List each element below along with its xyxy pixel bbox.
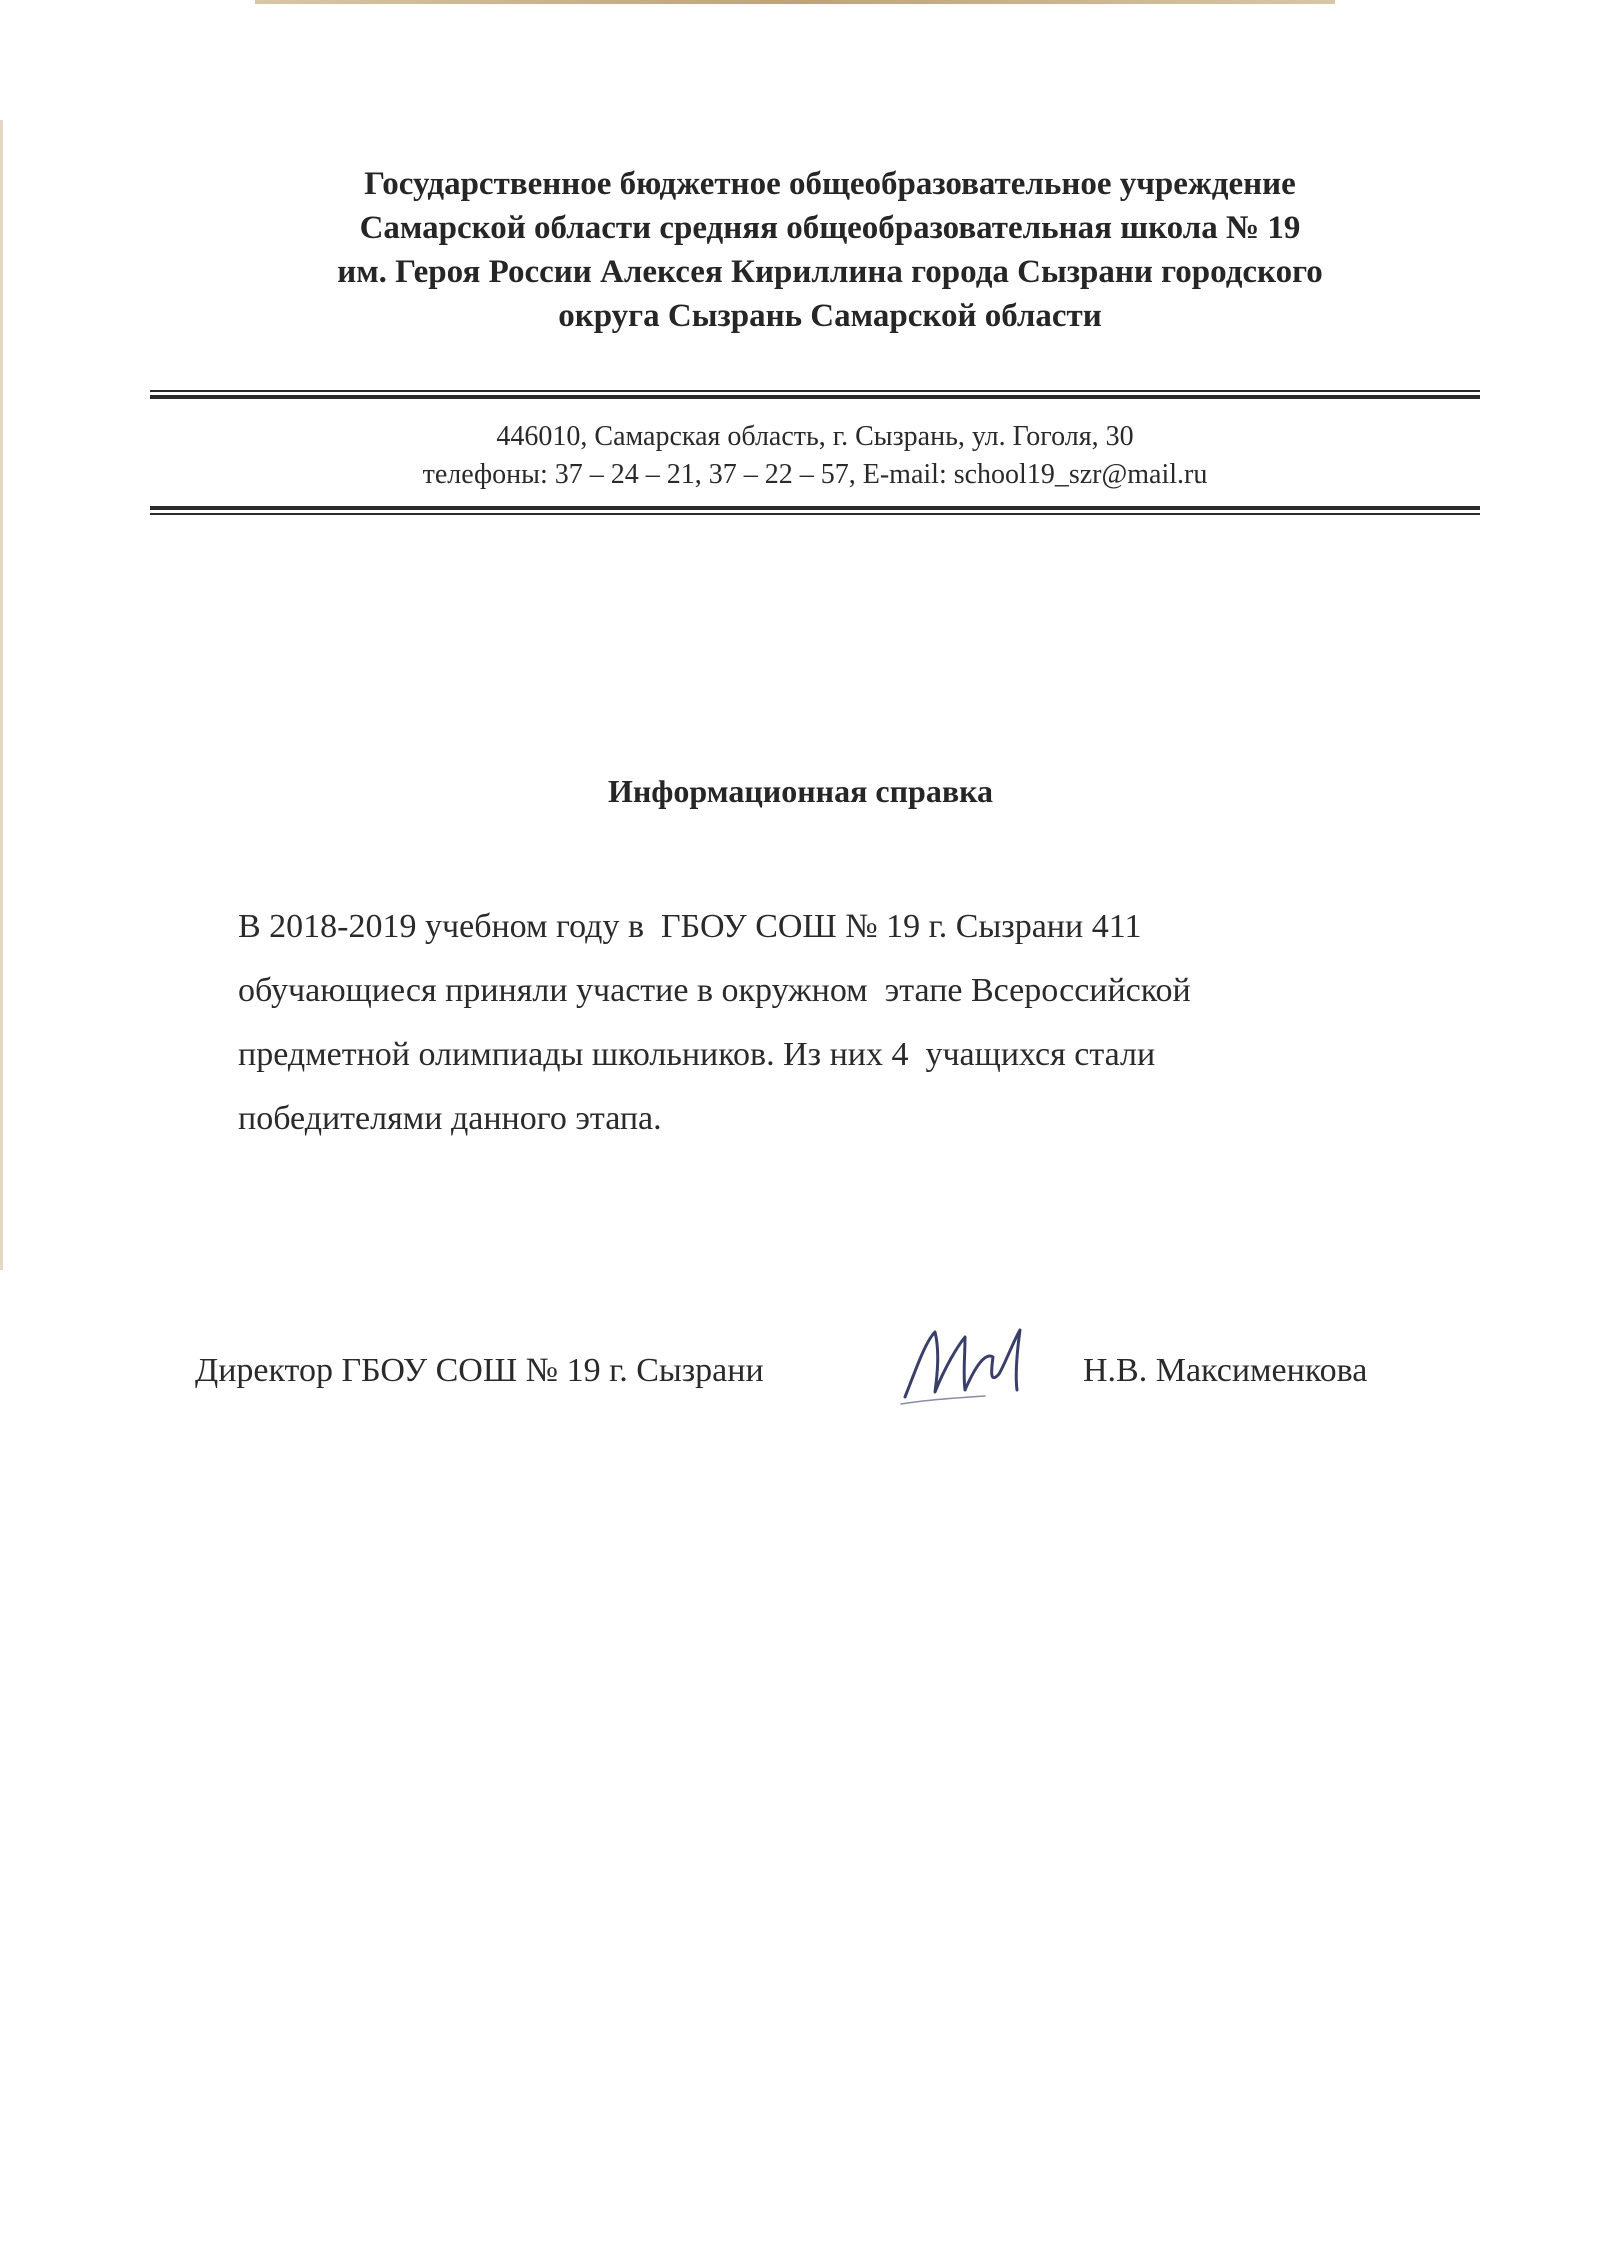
- header-line-4: округа Сызрань Самарской области: [558, 298, 1102, 334]
- body-line-3: предметной олимпиады школьников. Из них 4 учащихся стали: [238, 1036, 1156, 1073]
- header-line-1: Государственное бюджетное общеобразовательное учреждение: [364, 166, 1296, 202]
- handwritten-signature: [895, 1312, 1045, 1412]
- rule-line: [150, 395, 1480, 399]
- top-double-rule: [150, 390, 1480, 399]
- paper-edge-left: [0, 120, 3, 1270]
- postal-address: 446010, Самарская область, г. Сызрань, ул. Гоголя, 30: [496, 421, 1134, 452]
- address-block: [150, 418, 1480, 494]
- signatory-name: Н.В. Максименкова: [1083, 1352, 1368, 1389]
- signature-row: [195, 1352, 1435, 1442]
- institution-header: [160, 162, 1500, 338]
- document-title: Информационная справка: [607, 773, 994, 809]
- rule-line: [150, 513, 1480, 515]
- body-line-4: победителями данного этапа.: [238, 1100, 662, 1137]
- signatory-position: Директор ГБОУ СОШ № 19 г. Сызрани: [195, 1352, 764, 1389]
- header-line-3: им. Героя России Алексея Кириллина города Сызрани городского: [337, 254, 1323, 290]
- paper-edge-top: [255, 0, 1335, 4]
- contact-info: телефоны: 37 – 24 – 21, 37 – 22 – 57, E-mail: school19_szr@mail.ru: [422, 459, 1208, 490]
- header-line-2: Самарской области средняя общеобразовательная школа № 19: [359, 210, 1301, 246]
- bottom-double-rule: [150, 506, 1480, 515]
- body-line-1: В 2018-2019 учебном году в ГБОУ СОШ № 19 г. Сызрани 411: [238, 908, 1142, 945]
- body-line-2: обучающиеся приняли участие в окружном этапе Всероссийской: [238, 972, 1191, 1009]
- document-body: [238, 895, 1388, 1151]
